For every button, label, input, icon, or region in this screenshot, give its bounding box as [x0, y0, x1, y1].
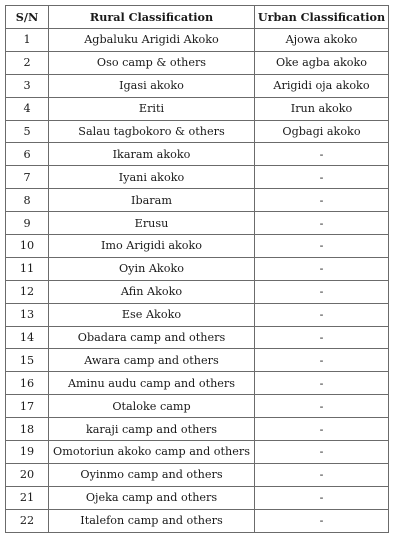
- urban-cell: -: [255, 441, 389, 464]
- sn-cell: 13: [6, 303, 49, 326]
- sn-cell: 1: [6, 29, 49, 52]
- table-row: [6, 280, 389, 303]
- rural-cell: karaji camp and others: [49, 418, 255, 441]
- sn-cell: 18: [6, 418, 49, 441]
- rural-cell: Imo Arigidi akoko: [49, 235, 255, 258]
- rural-cell: Oso camp & others: [49, 51, 255, 74]
- header-rural-classification: Rural Classification: [49, 6, 255, 29]
- rural-cell: Italefon camp and others: [49, 509, 255, 532]
- urban-cell: Ogbagi akoko: [255, 120, 389, 143]
- sn-cell: 16: [6, 372, 49, 395]
- table-row: [6, 395, 389, 418]
- table-row: [6, 349, 389, 372]
- table-row: [6, 74, 389, 97]
- rural-cell: Afin Akoko: [49, 280, 255, 303]
- header-sn: S/N: [6, 6, 49, 29]
- classification-table: [5, 5, 389, 533]
- header-urban-classification: Urban Classification: [255, 6, 389, 29]
- table-row: [6, 143, 389, 166]
- table-row: [6, 418, 389, 441]
- rural-cell: Otaloke camp: [49, 395, 255, 418]
- urban-cell: -: [255, 257, 389, 280]
- sn-cell: 4: [6, 97, 49, 120]
- table-row: [6, 120, 389, 143]
- urban-cell: -: [255, 143, 389, 166]
- urban-cell: -: [255, 395, 389, 418]
- urban-cell: Arigidi oja akoko: [255, 74, 389, 97]
- urban-cell: -: [255, 166, 389, 189]
- rural-cell: Ese Akoko: [49, 303, 255, 326]
- table-row: [6, 235, 389, 258]
- sn-cell: 2: [6, 51, 49, 74]
- urban-cell: -: [255, 280, 389, 303]
- urban-cell: -: [255, 372, 389, 395]
- rural-cell: Oyinmo camp and others: [49, 463, 255, 486]
- rural-cell: Eriti: [49, 97, 255, 120]
- table-row: [6, 463, 389, 486]
- urban-cell: Ajowa akoko: [255, 29, 389, 52]
- table-body: [6, 29, 389, 533]
- table-row: [6, 303, 389, 326]
- urban-cell: Irun akoko: [255, 97, 389, 120]
- rural-cell: Agbaluku Arigidi Akoko: [49, 29, 255, 52]
- sn-cell: 8: [6, 189, 49, 212]
- sn-cell: 17: [6, 395, 49, 418]
- sn-cell: 10: [6, 235, 49, 258]
- table-row: [6, 257, 389, 280]
- rural-cell: Igasi akoko: [49, 74, 255, 97]
- urban-cell: Oke agba akoko: [255, 51, 389, 74]
- urban-cell: -: [255, 486, 389, 509]
- rural-cell: Iyani akoko: [49, 166, 255, 189]
- table-row: [6, 372, 389, 395]
- sn-cell: 21: [6, 486, 49, 509]
- urban-cell: -: [255, 463, 389, 486]
- urban-cell: -: [255, 349, 389, 372]
- table-row: [6, 509, 389, 532]
- table-row: [6, 212, 389, 235]
- table-row: [6, 326, 389, 349]
- sn-cell: 14: [6, 326, 49, 349]
- rural-cell: Aminu audu camp and others: [49, 372, 255, 395]
- sn-cell: 9: [6, 212, 49, 235]
- rural-cell: Omotoriun akoko camp and others: [49, 441, 255, 464]
- rural-cell: Ojeka camp and others: [49, 486, 255, 509]
- rural-cell: Awara camp and others: [49, 349, 255, 372]
- rural-cell: Ibaram: [49, 189, 255, 212]
- classification-table-container: [5, 5, 389, 533]
- sn-cell: 15: [6, 349, 49, 372]
- rural-cell: Oyin Akoko: [49, 257, 255, 280]
- sn-cell: 22: [6, 509, 49, 532]
- table-row: [6, 51, 389, 74]
- urban-cell: -: [255, 303, 389, 326]
- sn-cell: 5: [6, 120, 49, 143]
- table-header-row: [6, 6, 389, 29]
- table-row: [6, 486, 389, 509]
- rural-cell: Ikaram akoko: [49, 143, 255, 166]
- sn-cell: 19: [6, 441, 49, 464]
- urban-cell: -: [255, 212, 389, 235]
- urban-cell: -: [255, 326, 389, 349]
- table-row: [6, 97, 389, 120]
- sn-cell: 12: [6, 280, 49, 303]
- rural-cell: Obadara camp and others: [49, 326, 255, 349]
- sn-cell: 7: [6, 166, 49, 189]
- sn-cell: 6: [6, 143, 49, 166]
- table-row: [6, 441, 389, 464]
- sn-cell: 20: [6, 463, 49, 486]
- rural-cell: Erusu: [49, 212, 255, 235]
- urban-cell: -: [255, 189, 389, 212]
- urban-cell: -: [255, 509, 389, 532]
- table-row: [6, 166, 389, 189]
- urban-cell: -: [255, 235, 389, 258]
- sn-cell: 3: [6, 74, 49, 97]
- urban-cell: -: [255, 418, 389, 441]
- sn-cell: 11: [6, 257, 49, 280]
- rural-cell: Salau tagbokoro & others: [49, 120, 255, 143]
- table-row: [6, 189, 389, 212]
- table-row: [6, 29, 389, 52]
